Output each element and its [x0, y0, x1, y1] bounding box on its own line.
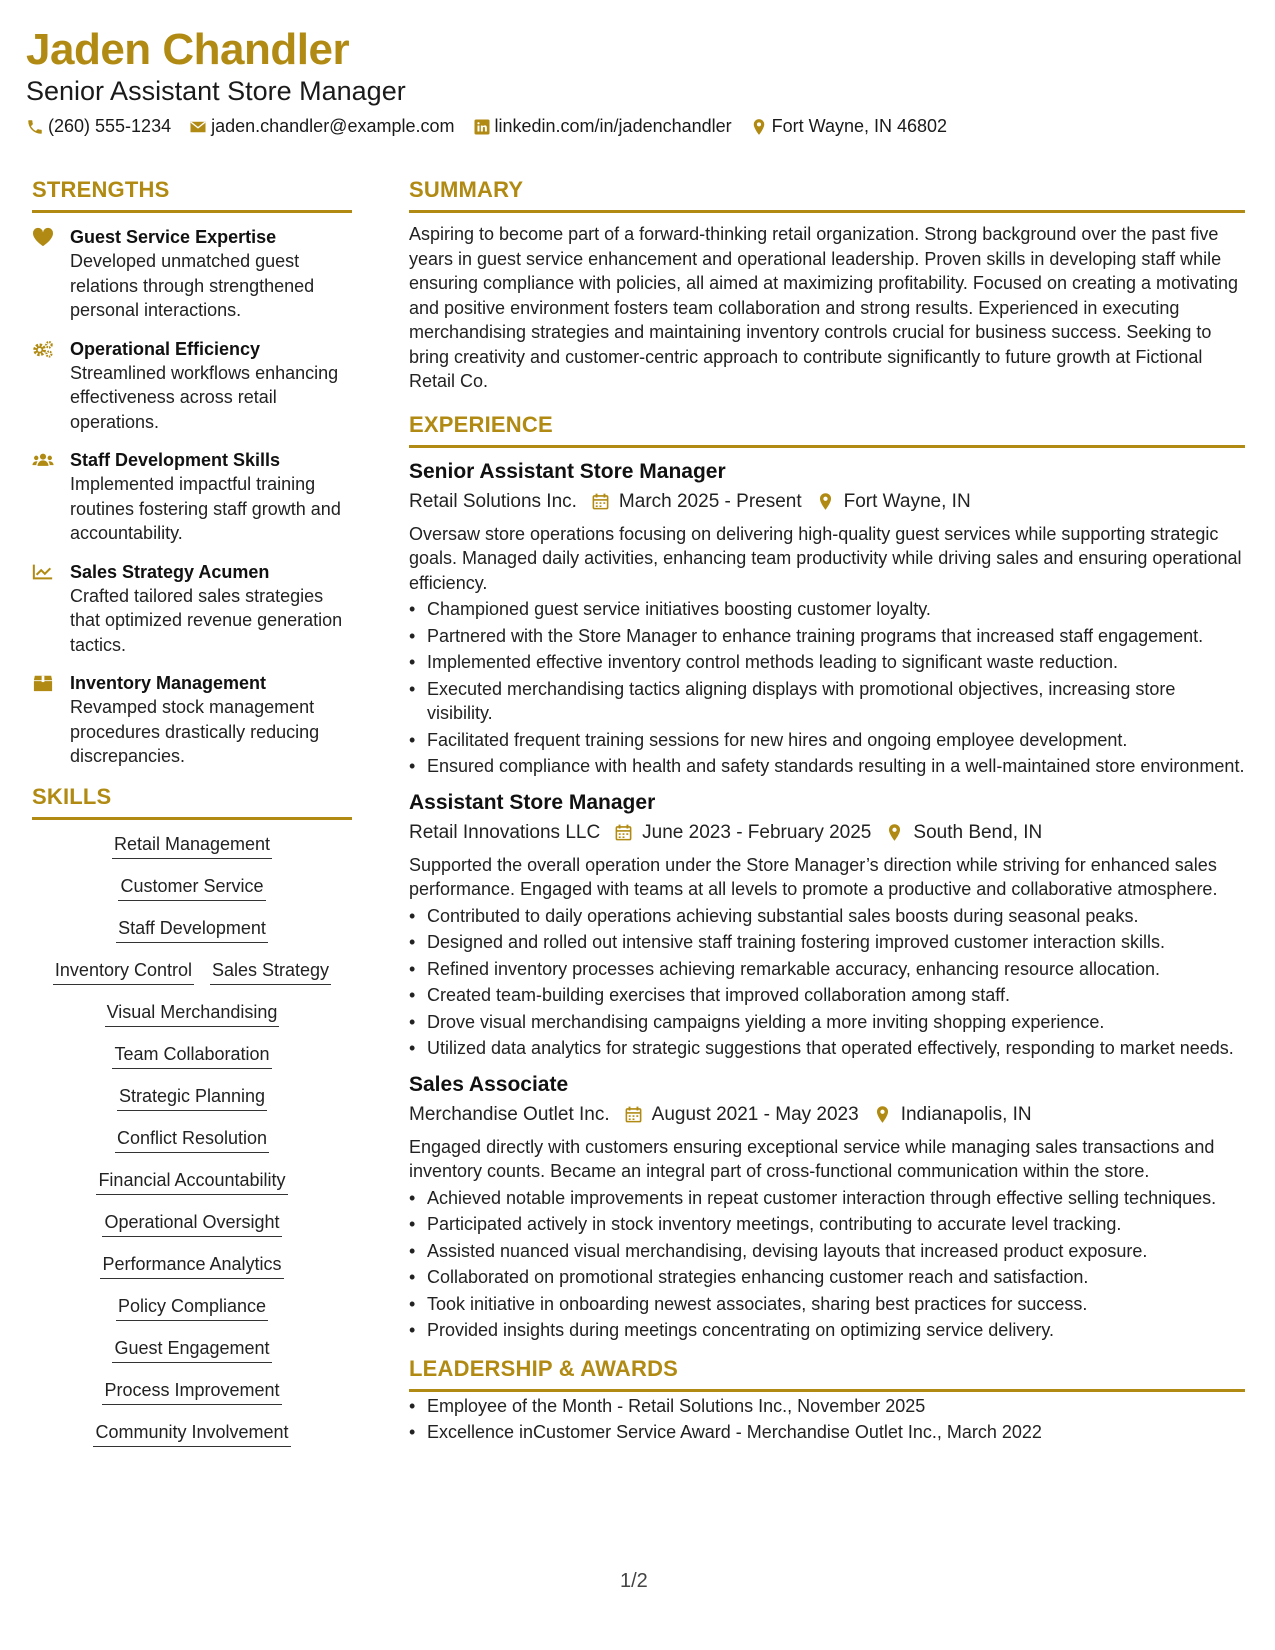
bullet-item: • Refined inventory processes achieving remarkable accuracy, enhancing resource allocation. — [409, 957, 1245, 982]
bullet-item: • Achieved notable improvements in repeat customer interaction through effective selling techniques. — [409, 1186, 1245, 1211]
experience-heading: EXPERIENCE — [409, 411, 553, 437]
strength-description: Developed unmatched guest relations through strengthened personal interactions. — [70, 251, 315, 320]
strength-description: Implemented impactful training routines fostering staff growth and accountability. — [70, 474, 341, 543]
section-divider — [409, 445, 1245, 448]
job-description: Engaged directly with customers ensuring exceptional service while managing sales transactions and inventory counts. Became an integral part of cross-functional communication within the store. — [409, 1136, 1215, 1181]
company-name: Merchandise Outlet Inc. — [409, 1103, 610, 1125]
awards-list — [409, 1394, 1245, 1445]
bullet-item: • Provided insights during meetings concentrating on optimizing service delivery. — [409, 1318, 1245, 1343]
candidate-name: Jaden Chandler — [26, 25, 350, 74]
strength-title: Inventory Management — [70, 673, 267, 693]
skill-tag: Process Improvement — [102, 1378, 281, 1405]
bullet-item: • Implemented effective inventory control methods leading to significant waste reduction. — [409, 650, 1245, 675]
job-entry — [409, 789, 1245, 1061]
job-meta — [409, 819, 1245, 847]
section-divider — [32, 817, 352, 820]
bullet-item: • Utilized data analytics for strategic suggestions that operated effectively, responding to market needs. — [409, 1036, 1245, 1061]
skill-tag: Team Collaboration — [112, 1042, 271, 1069]
award-item: • Excellence inCustomer Service Award - Merchandise Outlet Inc., March 2022 — [409, 1420, 1245, 1445]
job-bullets — [409, 1186, 1245, 1343]
job-description: Oversaw store operations focusing on delivering high-quality guest services while supporting strategic goals. Managed daily activities, enhancing team productivity while driving sales and ensuring operational efficiency. — [409, 523, 1242, 593]
map-marker-icon — [885, 823, 904, 842]
contact-bar — [26, 116, 1246, 137]
phone-text: (260) 555-1234 — [48, 116, 172, 136]
section-divider — [32, 210, 352, 213]
strength-item — [32, 225, 352, 323]
candidate-title: Senior Assistant Store Manager — [26, 76, 406, 106]
map-marker-icon — [873, 1105, 892, 1124]
section-divider — [409, 1389, 1245, 1392]
box-icon — [32, 673, 54, 693]
left-column — [32, 176, 352, 1462]
email-link[interactable]: jaden.chandler@example.com — [211, 116, 455, 136]
resume-header — [26, 24, 1246, 137]
contact-location — [750, 116, 947, 137]
strength-description: Streamlined workflows enhancing effectiveness across retail operations. — [70, 362, 339, 432]
contact-phone — [26, 116, 171, 137]
map-marker-icon — [750, 118, 768, 136]
bullet-item: • Drove visual merchandising campaigns yielding a more inviting shopping experience. — [409, 1010, 1245, 1035]
phone-icon — [26, 118, 44, 136]
bullet-item: • Took initiative in onboarding newest associates, sharing best practices for success. — [409, 1292, 1245, 1317]
skill-tag: Inventory Control — [53, 958, 194, 985]
strength-description: Crafted tailored sales strategies that optimized revenue generation tactics. — [70, 585, 343, 655]
users-icon — [32, 450, 54, 470]
job-dates: August 2021 - May 2023 — [651, 1103, 859, 1125]
envelope-icon — [189, 118, 207, 136]
company-name: Retail Innovations LLC — [409, 821, 601, 843]
skill-tag: Community Involvement — [93, 1420, 290, 1447]
skill-tag: Strategic Planning — [117, 1084, 267, 1111]
strength-item — [32, 337, 352, 435]
right-column — [409, 176, 1245, 1447]
skill-tag: Performance Analytics — [100, 1252, 283, 1279]
skill-tag: Policy Compliance — [116, 1294, 268, 1321]
bullet-item: • Designed and rolled out intensive staff training fostering improved customer interaction skills. — [409, 930, 1245, 955]
job-entry — [409, 1071, 1245, 1343]
skills-heading: SKILLS — [32, 783, 112, 809]
bullet-item: • Championed guest service initiatives boosting customer loyalty. — [409, 597, 1245, 622]
strength-description: Revamped stock management procedures drastically reducing discrepancies. — [70, 697, 320, 766]
job-title: Senior Assistant Store Manager — [409, 459, 726, 483]
job-description: Supported the overall operation under the Store Manager’s direction while striving for enhanced sales performance. Engaged with teams at all levels to promote a productive and collaborative atmosphere. — [409, 854, 1218, 899]
job-title: Sales Associate — [409, 1072, 569, 1096]
job-meta — [409, 1101, 1245, 1129]
job-meta — [409, 488, 1245, 516]
strength-title: Staff Development Skills — [70, 450, 281, 470]
linkedin-link[interactable]: linkedin.com/in/jadenchandler — [494, 116, 732, 136]
map-marker-icon — [816, 492, 835, 511]
bullet-item: • Executed merchandising tactics aligning displays with promotional objectives, increasing store visibility. — [409, 677, 1245, 726]
bullet-item: • Partnered with the Store Manager to enhance training programs that increased staff engagement. — [409, 624, 1245, 649]
skill-tag: Guest Engagement — [112, 1336, 271, 1363]
job-bullets — [409, 597, 1245, 779]
skill-tag: Staff Development — [116, 916, 268, 943]
job-entry — [409, 458, 1245, 779]
job-location: Indianapolis, IN — [900, 1103, 1032, 1125]
skill-tag: Visual Merchandising — [105, 1000, 280, 1027]
strengths-heading: STRENGTHS — [32, 177, 170, 202]
skill-tag: Operational Oversight — [102, 1210, 281, 1237]
strength-title: Guest Service Expertise — [70, 227, 277, 247]
skill-tag: Customer Service — [118, 874, 265, 901]
award-item: • Employee of the Month - Retail Solutions Inc., November 2025 — [409, 1394, 1245, 1419]
skill-tag: Retail Management — [112, 832, 272, 859]
bullet-item: • Participated actively in stock inventory meetings, contributing to accurate level tracking. — [409, 1212, 1245, 1237]
awards-heading: LEADERSHIP & AWARDS — [409, 1355, 679, 1381]
bullet-item: • Contributed to daily operations achieving substantial sales boosts during seasonal peaks. — [409, 904, 1245, 929]
strength-title: Sales Strategy Acumen — [70, 561, 270, 582]
bullet-item: • Collaborated on promotional strategies enhancing customer reach and satisfaction. — [409, 1265, 1245, 1290]
strength-item — [32, 560, 352, 658]
summary-heading: SUMMARY — [409, 177, 524, 202]
contact-linkedin[interactable] — [473, 116, 732, 137]
strength-title: Operational Efficiency — [70, 338, 261, 359]
job-title: Assistant Store Manager — [409, 790, 656, 814]
calendar-icon — [591, 492, 610, 511]
bullet-item: • Created team-building exercises that improved collaboration among staff. — [409, 983, 1245, 1008]
calendar-icon — [614, 823, 633, 842]
bullet-item: • Facilitated frequent training sessions for new hires and ongoing employee development. — [409, 728, 1245, 753]
skills-list — [32, 832, 352, 1462]
job-bullets — [409, 904, 1245, 1061]
strength-item — [32, 448, 352, 546]
bullet-item: • Ensured compliance with health and safety standards resulting in a well-maintained store environment. — [409, 754, 1245, 779]
job-dates: March 2025 - Present — [618, 490, 802, 512]
job-location: South Bend, IN — [913, 821, 1043, 843]
section-divider — [409, 210, 1245, 213]
heart-icon — [32, 227, 54, 247]
summary-text: Aspiring to become part of a forward-thinking retail organization. Strong background over the past five years in guest service enhancement and operational leadership. Proven skills in developing staff while ensuring compliance with policies, all aimed at maximizing profitability. Focused on creating a motivating and positive environment fosters team collaboration and strong results. Experienced in executing merchandising strategies and maintaining inventory controls crucial for business success. Seeking to bring creativity and customer-centric approach to contribute significantly to future growth at Fictional Retail Co. — [409, 224, 1239, 391]
page-number: 1/2 — [620, 1570, 648, 1592]
gears-icon — [32, 339, 54, 359]
contact-email[interactable] — [189, 116, 454, 137]
strengths-list — [32, 225, 352, 769]
strength-item — [32, 671, 352, 769]
company-name: Retail Solutions Inc. — [409, 490, 577, 512]
bullet-item: • Assisted nuanced visual merchandising, devising layouts that increased product exposure. — [409, 1239, 1245, 1264]
chart-line-icon — [32, 562, 54, 582]
location-text: Fort Wayne, IN 46802 — [771, 116, 948, 136]
linkedin-icon — [473, 118, 491, 136]
skill-tag: Sales Strategy — [210, 958, 331, 985]
job-location: Fort Wayne, IN — [843, 490, 971, 512]
skill-tag: Conflict Resolution — [115, 1126, 269, 1153]
skill-tag: Financial Accountability — [96, 1168, 287, 1195]
calendar-icon — [624, 1105, 643, 1124]
job-dates: June 2023 - February 2025 — [642, 821, 872, 843]
